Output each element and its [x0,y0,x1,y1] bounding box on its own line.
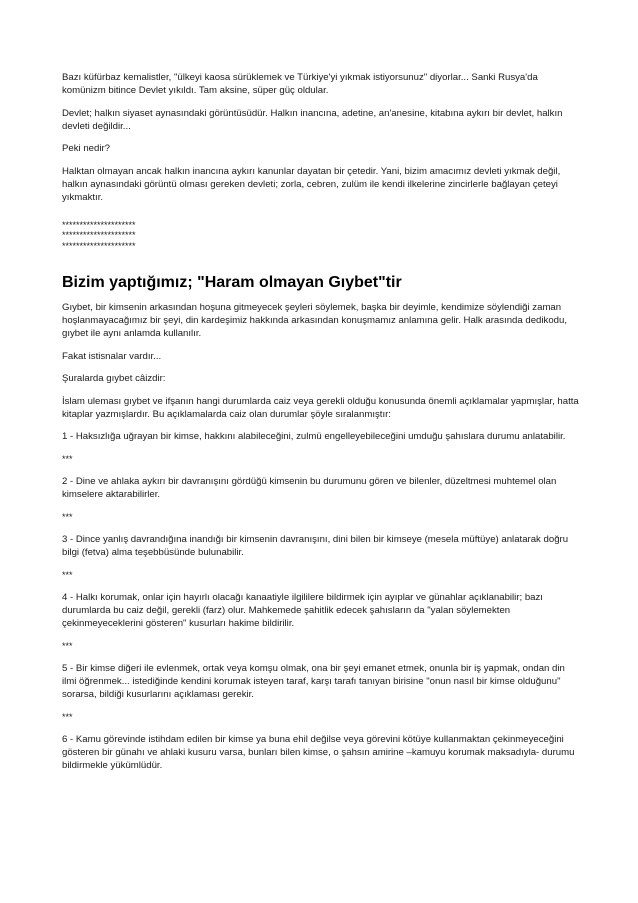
document-page [62,71,580,782]
body-paragraph-3: Şuralarda gıybet câizdir: [62,373,166,384]
item-separator: *** [62,640,73,651]
list-item-3: 3 - Dince yanlış davrandığına inandığı bir kimsenin davranışını, dini bilen bir kimseye (mesela müftüye) anlatarak doğru bilgi (fetva) alma teşebbüsünde bulunabilir. [62,534,569,558]
item-separator: *** [62,711,73,722]
intro-paragraph-3: Peki nedir? [62,143,110,154]
list-item-5: 5 - Bir kimse diğeri ile evlenmek, ortak veya komşu olmak, ona bir şeyi emanet etmek, onunla bir iş yapmak, ondan din ilmi öğrenmek... istediğinde kendini korumak isteyen taraf, karşı tarafı tanıyan birisine "onun nasıl bir kimse olduğunu" sorarsa, bildiği kusurlarını açıklaması gerekir. [62,663,565,700]
body-paragraph-1: Gıybet, bir kimsenin arkasından hoşuna gitmeyecek şeyleri söylemek, başka bir deyimle, kendimize söylendiği zaman hoşlanmayacağımız bir şeyi, din kardeşimiz hakkında arkasından konuşmamız anlamına gelir. Halk arasında dedikodu, gıybet ile aynı anlamda kullanılır. [62,302,567,339]
list-item-1: 1 - Haksızlığa uğrayan bir kimse, hakkını alabileceğini, zulmü engelleyebileceğini umduğu şahıslara durumu anlatabilir. [62,431,566,442]
intro-paragraph-4: Halktan olmayan ancak halkın inancına aykırı kanunlar dayatan bir çetedir. Yani, bizim amacımız devleti yıkmak değil, halkın aynasındaki görüntü olması gereken devleti; zorla, cebren, zulüm ile kendi ilkelerine zincirlerle bağlayan çeteyi yıkmaktır. [62,165,561,203]
item-separator: *** [62,569,73,580]
intro-paragraph-1: Bazı küfürbaz kemalistler, "ülkeyi kaosa sürüklemek ve Türkiye'yi yıkmak istiyorsunuz" diyorlar... Sanki Rusya'da komünizm bitince Devlet yıkıldı. Tam aksine, süper güç oldular. [62,72,538,96]
star-line: ********************* [62,240,136,251]
list-item-2: 2 - Dine ve ahlaka aykırı bir davranışını gördüğü kimsenin bu durumunu gören ve bilenler, düzeltmesi muhtemel olan kimselere aktarabilirler. [62,476,557,500]
list-item-4: 4 - Halkı korumak, onlar için hayırlı olacağı kanaatiyle ilgililere bildirmek için ayıplar ve günahlar açıklanabilir; bazı durumlarda bu caiz değil, gerekli (farz) olur. Mahkemede şahitlik edecek şahısların da "yalan söylemekten çekinmeyeceklerini gösteren" kusurları hakime bildirilir. [62,592,543,629]
item-separator: *** [62,511,73,522]
section-heading: Bizim yaptığımız; "Haram olmayan Gıybet"tir [62,274,402,291]
list-item-6: 6 - Kamu görevinde istihdam edilen bir kimse ya buna ehil değilse veya görevini kötüye kullanmaktan çekinmeyeceğini gösteren bir günahı ve ahlaki kusuru varsa, bunları bilen kimse, o şahsın amirine –kamuyu korumak maksadıyla- durumu bildirmekle yükümlüdür. [62,734,575,771]
star-divider [62,220,580,252]
body-paragraph-2: Fakat istisnalar vardır... [62,350,162,362]
star-line: ********************* [62,230,136,240]
item-separator: *** [62,453,73,464]
body-paragraph-4: İslam uleması gıybet ve ifşanın hangi durumlarda caiz veya gerekli olduğu konusunda önemli açıklamalar yapmışlar, hatta kitaplar yazmışlardır. Bu açıklamalarda caiz olan durumlar şöyle sıralanmıştır: [62,395,579,420]
star-line: ********************* [62,219,136,230]
intro-paragraph-2: Devlet; halkın siyaset aynasındaki görüntüsüdür. Halkın inancına, adetine, an'anesine, kitabına aykırı bir devlet, halkın devleti değildir... [62,107,563,132]
